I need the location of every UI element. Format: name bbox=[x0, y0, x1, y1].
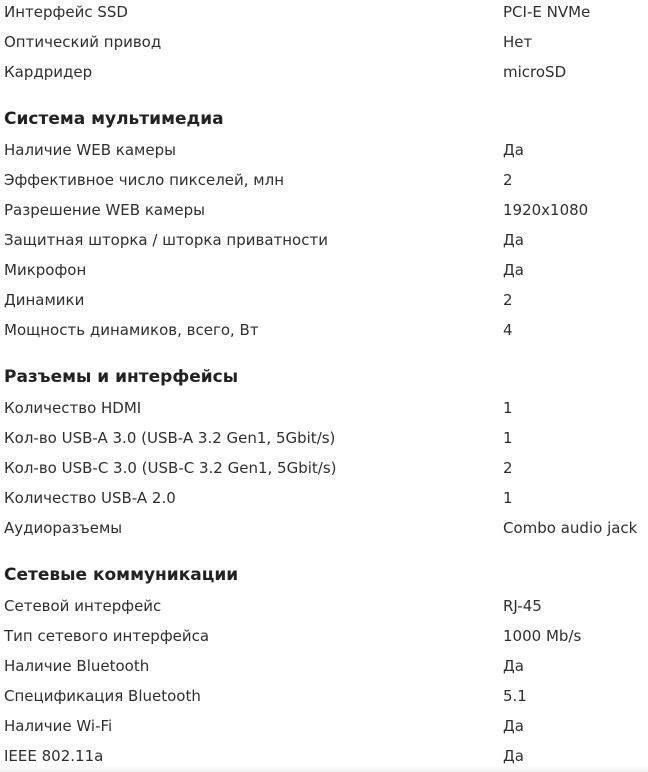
spec-value: 1 bbox=[503, 489, 513, 507]
spec-value: 2 bbox=[503, 459, 513, 477]
spec-label: Мощность динамиков, всего, Вт bbox=[4, 321, 259, 339]
section-heading-ports bbox=[0, 345, 648, 393]
section-title: Система мультимедиа bbox=[4, 109, 224, 129]
spec-value: 1000 Mb/s bbox=[503, 627, 582, 645]
spec-value: microSD bbox=[503, 63, 567, 81]
section-heading-network bbox=[0, 543, 648, 591]
spec-label: Микрофон bbox=[4, 261, 87, 279]
spec-row bbox=[0, 513, 648, 543]
spec-label: Защитная шторка / шторка приватности bbox=[4, 231, 328, 249]
section-title: Сетевые коммуникации bbox=[4, 565, 239, 585]
spec-row bbox=[0, 681, 648, 711]
section-title: Разъемы и интерфейсы bbox=[4, 367, 239, 387]
spec-label: Количество HDMI bbox=[4, 399, 142, 417]
spec-value: 1920x1080 bbox=[503, 201, 589, 219]
spec-value: Да bbox=[503, 231, 524, 249]
spec-value: PCI-E NVMe bbox=[503, 3, 591, 21]
spec-row bbox=[0, 453, 648, 483]
spec-row bbox=[0, 27, 648, 57]
spec-label: IEEE 802.11a bbox=[4, 747, 104, 765]
spec-row bbox=[0, 57, 648, 87]
spec-value: Да bbox=[503, 141, 524, 159]
spec-label: Эффективное число пикселей, млн bbox=[4, 171, 285, 189]
spec-row bbox=[0, 165, 648, 195]
spec-row bbox=[0, 285, 648, 315]
spec-value: Нет bbox=[503, 33, 533, 51]
spec-label: Оптический привод bbox=[4, 33, 162, 51]
spec-row bbox=[0, 393, 648, 423]
spec-value: Да bbox=[503, 747, 524, 765]
spec-row bbox=[0, 225, 648, 255]
spec-value: 4 bbox=[503, 321, 513, 339]
spec-label: Наличие WEB камеры bbox=[4, 141, 176, 159]
spec-row bbox=[0, 195, 648, 225]
spec-label: Наличие Wi-Fi bbox=[4, 717, 113, 735]
spec-row bbox=[0, 135, 648, 165]
spec-row bbox=[0, 651, 648, 681]
spec-row bbox=[0, 591, 648, 621]
spec-value: Да bbox=[503, 657, 524, 675]
spec-row bbox=[0, 483, 648, 513]
spec-label: Аудиоразъемы bbox=[4, 519, 123, 537]
spec-label: Спецификация Bluetooth bbox=[4, 687, 201, 705]
spec-label: Тип сетевого интерфейса bbox=[4, 627, 210, 645]
spec-row bbox=[0, 0, 648, 27]
spec-row bbox=[0, 711, 648, 741]
spec-label: Сетевой интерфейс bbox=[4, 597, 162, 615]
spec-label: Кол-во USB-C 3.0 (USB-C 3.2 Gen1, 5Gbit/s) bbox=[4, 459, 337, 477]
spec-value: Да bbox=[503, 717, 524, 735]
spec-value: 1 bbox=[503, 429, 513, 447]
spec-label: Кол-во USB-A 3.0 (USB-A 3.2 Gen1, 5Gbit/s) bbox=[4, 429, 336, 447]
spec-row bbox=[0, 621, 648, 651]
spec-label: Интерфейс SSD bbox=[4, 3, 128, 21]
spec-label: Динамики bbox=[4, 291, 85, 309]
bottom-fade bbox=[0, 766, 648, 772]
spec-row bbox=[0, 255, 648, 285]
spec-row bbox=[0, 423, 648, 453]
section-heading-multimedia bbox=[0, 87, 648, 135]
spec-label: Количество USB-A 2.0 bbox=[4, 489, 176, 507]
spec-label: Разрешение WEB камеры bbox=[4, 201, 205, 219]
spec-value: 2 bbox=[503, 291, 513, 309]
spec-value: 1 bbox=[503, 399, 513, 417]
spec-value: 2 bbox=[503, 171, 513, 189]
spec-value: Combo audio jack bbox=[503, 519, 638, 537]
spec-row bbox=[0, 315, 648, 345]
spec-label: Наличие Bluetooth bbox=[4, 657, 150, 675]
spec-value: 5.1 bbox=[503, 687, 527, 705]
spec-label: Кардридер bbox=[4, 63, 93, 81]
spec-value: RJ-45 bbox=[503, 597, 542, 615]
spec-value: Да bbox=[503, 261, 524, 279]
